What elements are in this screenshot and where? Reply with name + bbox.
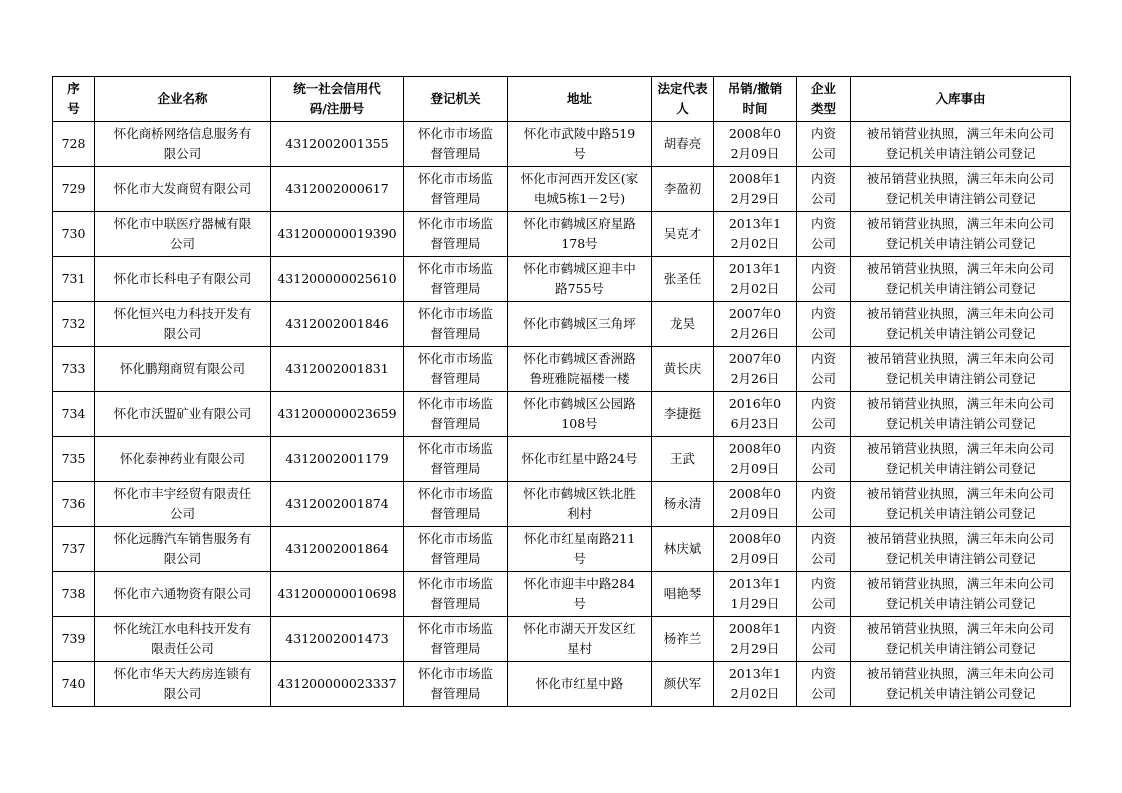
row-revocation-time: 2013年12月02日 [714,257,797,302]
table-row [53,257,1071,302]
row-address: 怀化市鹤城区香洲路鲁班雅院福楼一楼 [508,347,652,392]
row-credit-code: 4312002001179 [271,437,404,482]
row-reason: 被吊销营业执照，满三年未向公司登记机关申请注销公司登记 [851,212,1071,257]
table-row [53,392,1071,437]
row-registration-authority: 怀化市市场监督管理局 [404,257,508,302]
row-address: 怀化市鹤城区府星路178号 [508,212,652,257]
row-company-name: 怀化泰神药业有限公司 [95,437,271,482]
row-company-name: 怀化统江水电科技开发有限责任公司 [95,617,271,662]
table-row [53,167,1071,212]
row-legal-representative: 杨祚兰 [652,617,714,662]
row-credit-code: 431200000023337 [271,662,404,707]
table-header-row [53,77,1071,122]
row-credit-code: 431200000019390 [271,212,404,257]
row-reason: 被吊销营业执照，满三年未向公司登记机关申请注销公司登记 [851,662,1071,707]
row-revocation-time: 2013年12月02日 [714,212,797,257]
row-credit-code: 431200000023659 [271,392,404,437]
row-registration-authority: 怀化市市场监督管理局 [404,392,508,437]
row-reason: 被吊销营业执照，满三年未向公司登记机关申请注销公司登记 [851,347,1071,392]
table-body [53,122,1071,707]
row-reason: 被吊销营业执照，满三年未向公司登记机关申请注销公司登记 [851,257,1071,302]
row-credit-code: 431200000010698 [271,572,404,617]
row-registration-authority: 怀化市市场监督管理局 [404,302,508,347]
row-seq: 730 [53,212,95,257]
row-seq: 735 [53,437,95,482]
row-revocation-time: 2008年12月29日 [714,167,797,212]
row-seq: 729 [53,167,95,212]
table-row [53,572,1071,617]
row-enterprise-type: 内资公司 [797,122,851,167]
row-company-name: 怀化市大发商贸有限公司 [95,167,271,212]
row-enterprise-type: 内资公司 [797,302,851,347]
row-revocation-time: 2008年02月09日 [714,437,797,482]
row-revocation-time: 2013年12月02日 [714,662,797,707]
row-address: 怀化市鹤城区三角坪 [508,302,652,347]
row-seq: 736 [53,482,95,527]
row-company-name: 怀化市华天大药房连锁有限公司 [95,662,271,707]
row-enterprise-type: 内资公司 [797,257,851,302]
row-reason: 被吊销营业执照，满三年未向公司登记机关申请注销公司登记 [851,437,1071,482]
row-reason: 被吊销营业执照，满三年未向公司登记机关申请注销公司登记 [851,122,1071,167]
row-seq: 734 [53,392,95,437]
row-registration-authority: 怀化市市场监督管理局 [404,572,508,617]
row-revocation-time: 2007年02月26日 [714,302,797,347]
row-enterprise-type: 内资公司 [797,572,851,617]
row-legal-representative: 龙昊 [652,302,714,347]
row-registration-authority: 怀化市市场监督管理局 [404,662,508,707]
row-legal-representative: 唱艳琴 [652,572,714,617]
row-address: 怀化市鹤城区铁北胜利村 [508,482,652,527]
header-address: 地址 [508,77,652,122]
table-row [53,527,1071,572]
row-enterprise-type: 内资公司 [797,617,851,662]
row-company-name: 怀化市中联医疗器械有限公司 [95,212,271,257]
row-address: 怀化市鹤城区公园路108号 [508,392,652,437]
table-row [53,617,1071,662]
row-seq: 737 [53,527,95,572]
row-company-name: 怀化市六通物资有限公司 [95,572,271,617]
row-seq: 733 [53,347,95,392]
row-revocation-time: 2016年06月23日 [714,392,797,437]
row-company-name: 怀化市长科电子有限公司 [95,257,271,302]
row-company-name: 怀化鹏翔商贸有限公司 [95,347,271,392]
row-address: 怀化市红星南路211号 [508,527,652,572]
row-registration-authority: 怀化市市场监督管理局 [404,437,508,482]
row-registration-authority: 怀化市市场监督管理局 [404,347,508,392]
header-reason: 入库事由 [851,77,1071,122]
header-credit-code: 统一社会信用代码/注册号 [271,77,404,122]
row-credit-code: 4312002000617 [271,167,404,212]
row-revocation-time: 2008年12月29日 [714,617,797,662]
row-reason: 被吊销营业执照，满三年未向公司登记机关申请注销公司登记 [851,302,1071,347]
row-revocation-time: 2008年02月09日 [714,527,797,572]
table-row [53,662,1071,707]
table-row [53,122,1071,167]
row-seq: 728 [53,122,95,167]
row-revocation-time: 2013年11月29日 [714,572,797,617]
row-legal-representative: 李捷挺 [652,392,714,437]
row-enterprise-type: 内资公司 [797,662,851,707]
header-company-name: 企业名称 [95,77,271,122]
table-row [53,482,1071,527]
row-credit-code: 4312002001473 [271,617,404,662]
row-registration-authority: 怀化市市场监督管理局 [404,482,508,527]
row-legal-representative: 李盈初 [652,167,714,212]
table-row [53,437,1071,482]
row-company-name: 怀化恒兴电力科技开发有限公司 [95,302,271,347]
row-registration-authority: 怀化市市场监督管理局 [404,167,508,212]
row-enterprise-type: 内资公司 [797,347,851,392]
row-seq: 739 [53,617,95,662]
row-reason: 被吊销营业执照，满三年未向公司登记机关申请注销公司登记 [851,572,1071,617]
row-address: 怀化市迎丰中路284号 [508,572,652,617]
revoked-enterprise-table [52,76,1071,707]
row-registration-authority: 怀化市市场监督管理局 [404,212,508,257]
row-seq: 738 [53,572,95,617]
row-enterprise-type: 内资公司 [797,527,851,572]
row-legal-representative: 颜伏军 [652,662,714,707]
row-enterprise-type: 内资公司 [797,167,851,212]
header-revocation-time: 吊销/撤销时间 [714,77,797,122]
row-legal-representative: 杨永清 [652,482,714,527]
row-credit-code: 4312002001355 [271,122,404,167]
row-address: 怀化市红星中路24号 [508,437,652,482]
row-registration-authority: 怀化市市场监督管理局 [404,122,508,167]
table-row [53,302,1071,347]
row-enterprise-type: 内资公司 [797,437,851,482]
header-seq: 序号 [53,77,95,122]
row-enterprise-type: 内资公司 [797,212,851,257]
row-reason: 被吊销营业执照，满三年未向公司登记机关申请注销公司登记 [851,527,1071,572]
row-credit-code: 4312002001846 [271,302,404,347]
header-enterprise-type: 企业类型 [797,77,851,122]
row-legal-representative: 吴克才 [652,212,714,257]
row-reason: 被吊销营业执照，满三年未向公司登记机关申请注销公司登记 [851,167,1071,212]
row-credit-code: 4312002001864 [271,527,404,572]
row-reason: 被吊销营业执照，满三年未向公司登记机关申请注销公司登记 [851,617,1071,662]
row-address: 怀化市湖天开发区红星村 [508,617,652,662]
row-registration-authority: 怀化市市场监督管理局 [404,617,508,662]
row-legal-representative: 王武 [652,437,714,482]
row-seq: 731 [53,257,95,302]
row-legal-representative: 黄长庆 [652,347,714,392]
row-revocation-time: 2007年02月26日 [714,347,797,392]
row-enterprise-type: 内资公司 [797,392,851,437]
row-company-name: 怀化商桥网络信息服务有限公司 [95,122,271,167]
row-company-name: 怀化远腾汽车销售服务有限公司 [95,527,271,572]
row-reason: 被吊销营业执照，满三年未向公司登记机关申请注销公司登记 [851,392,1071,437]
row-address: 怀化市鹤城区迎丰中路755号 [508,257,652,302]
header-registration-authority: 登记机关 [404,77,508,122]
row-legal-representative: 张圣任 [652,257,714,302]
header-legal-representative: 法定代表人 [652,77,714,122]
row-reason: 被吊销营业执照，满三年未向公司登记机关申请注销公司登记 [851,482,1071,527]
row-credit-code: 4312002001831 [271,347,404,392]
table-row [53,212,1071,257]
row-revocation-time: 2008年02月09日 [714,482,797,527]
row-seq: 740 [53,662,95,707]
row-legal-representative: 林庆斌 [652,527,714,572]
row-seq: 732 [53,302,95,347]
row-company-name: 怀化市丰宇经贸有限责任公司 [95,482,271,527]
table-row [53,347,1071,392]
row-credit-code: 4312002001874 [271,482,404,527]
row-credit-code: 431200000025610 [271,257,404,302]
row-address: 怀化市河西开发区(家电城5栋1－2号) [508,167,652,212]
row-revocation-time: 2008年02月09日 [714,122,797,167]
row-address: 怀化市武陵中路519号 [508,122,652,167]
row-address: 怀化市红星中路 [508,662,652,707]
row-enterprise-type: 内资公司 [797,482,851,527]
row-registration-authority: 怀化市市场监督管理局 [404,527,508,572]
row-company-name: 怀化市沃盟矿业有限公司 [95,392,271,437]
row-legal-representative: 胡春亮 [652,122,714,167]
